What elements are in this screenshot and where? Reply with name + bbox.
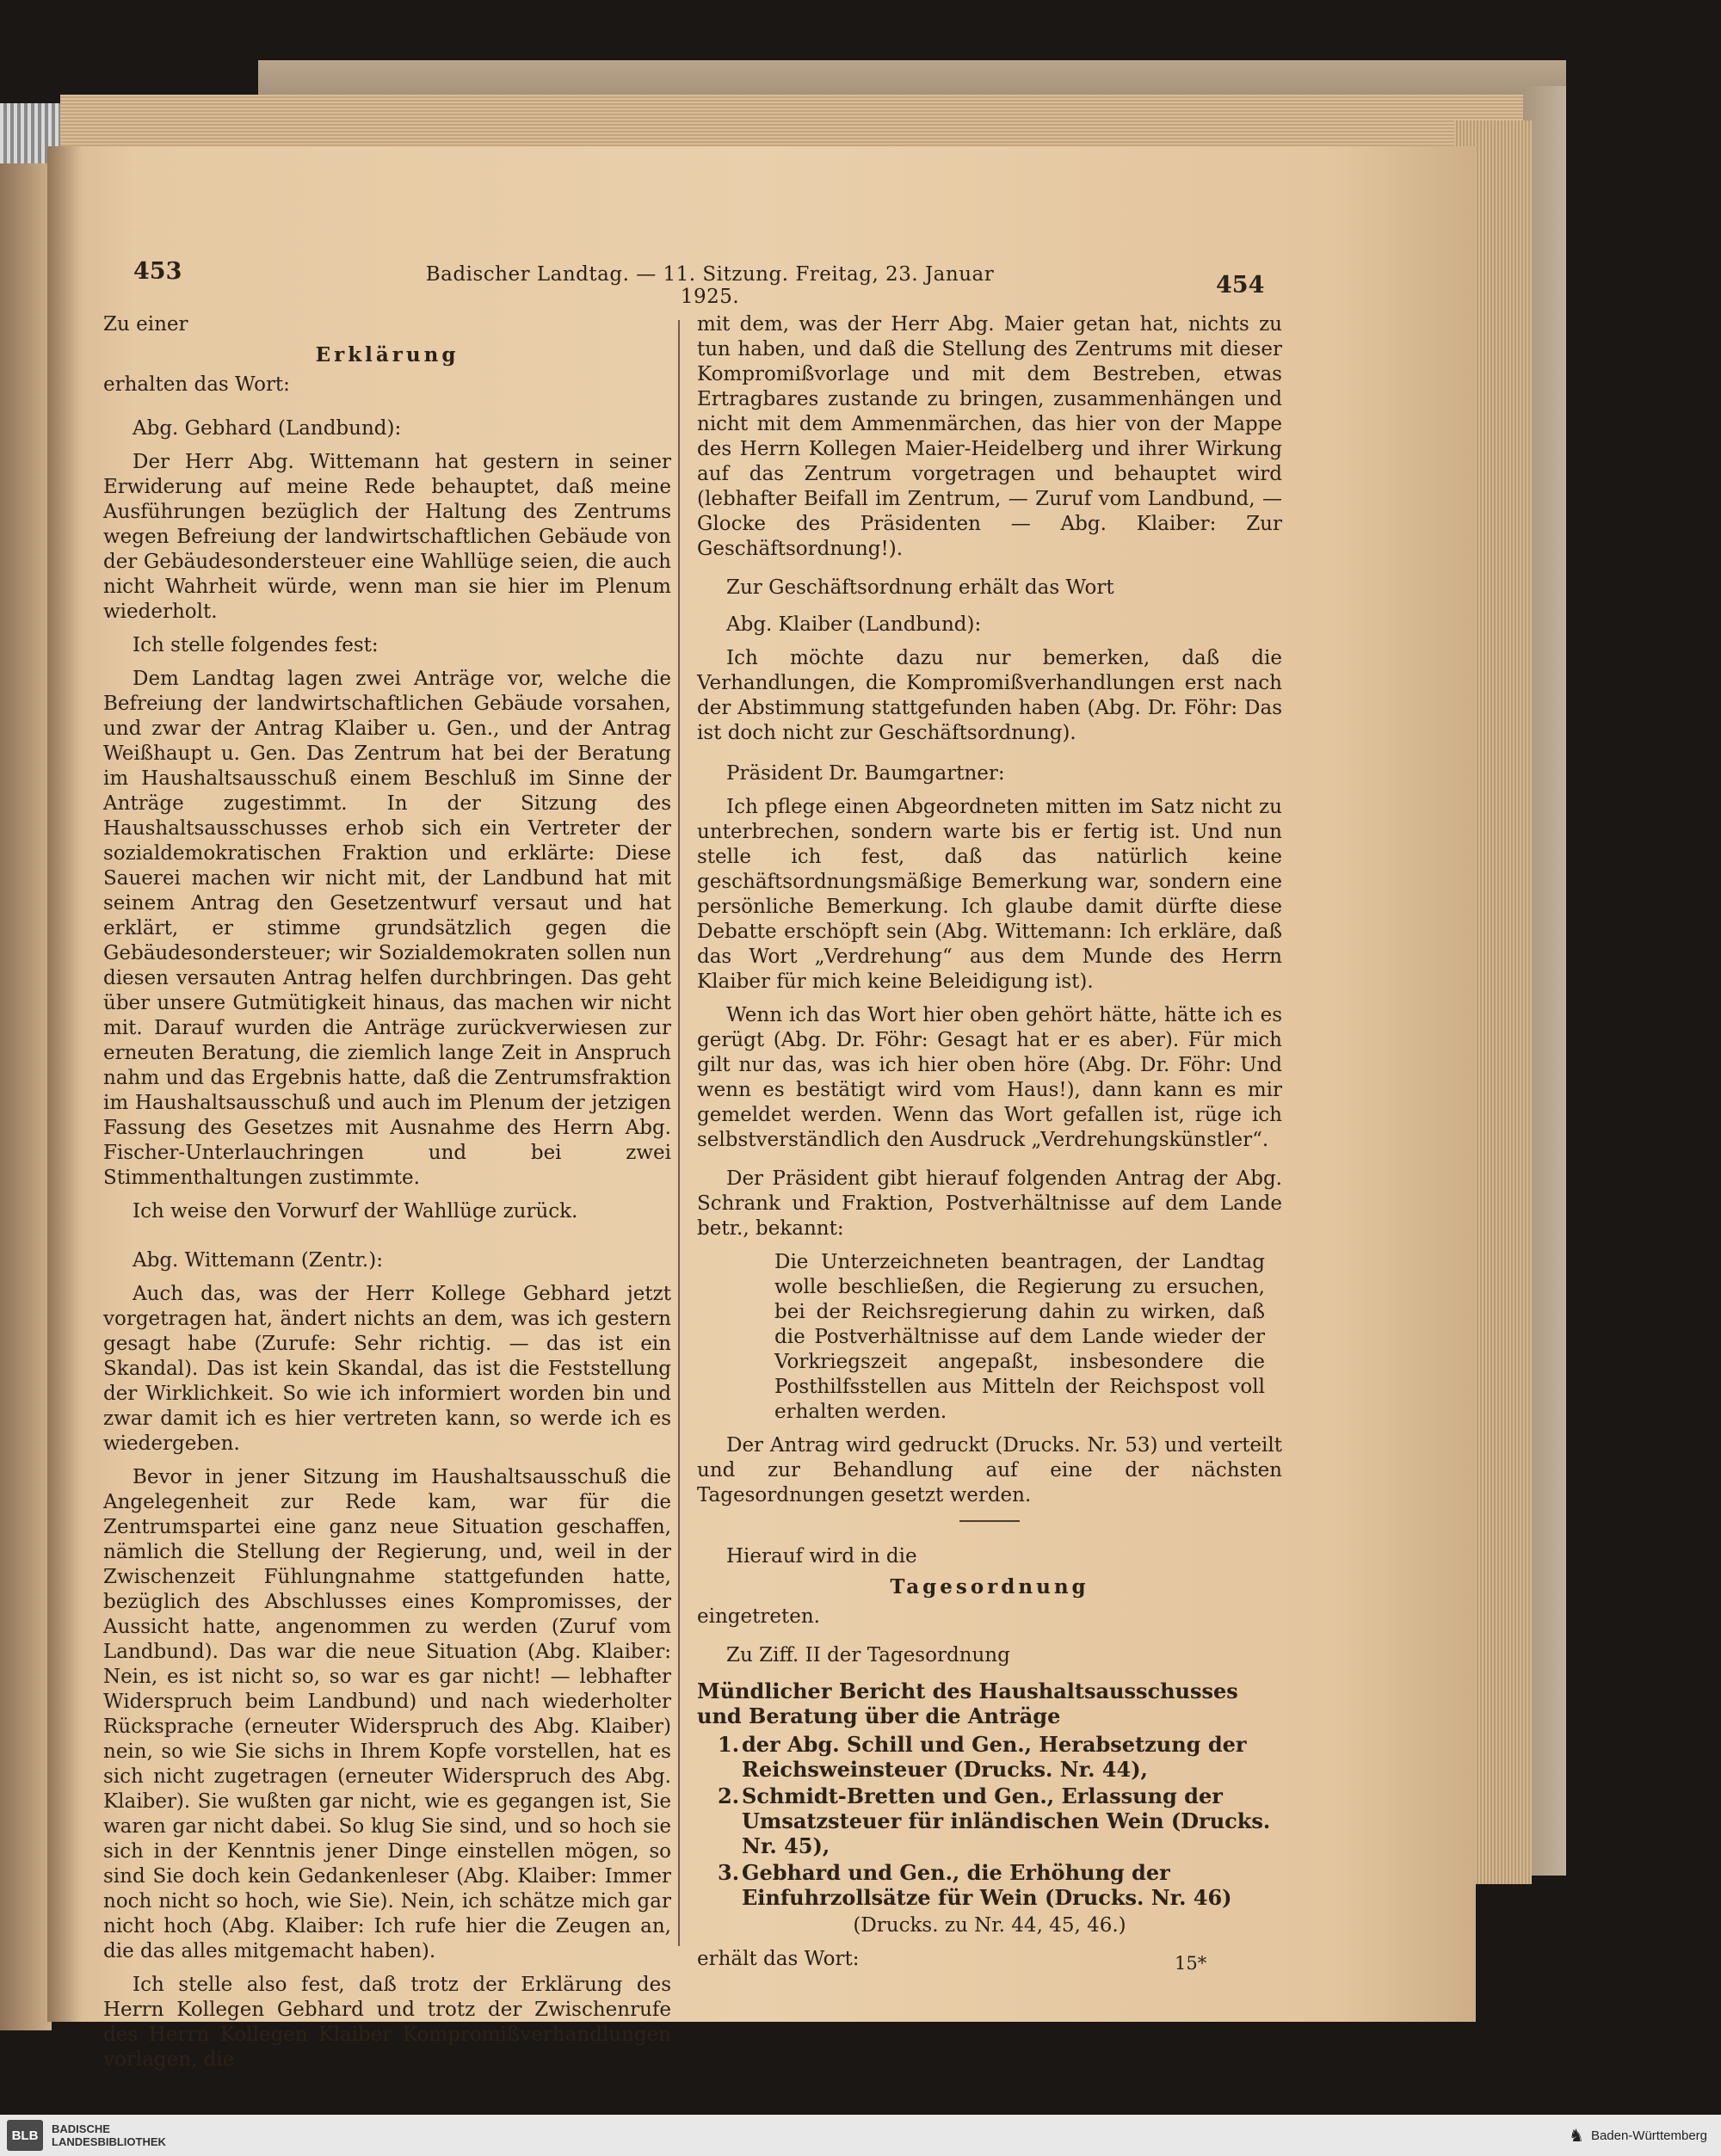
blb-badge: BLB <box>7 2120 43 2151</box>
paragraph: Der Präsident gibt hierauf folgenden Antrag der Abg. Schrank und Fraktion, Postverhältnisse auf dem Lande betr., bekannt: <box>697 1167 1282 1240</box>
paragraph: Der Antrag wird gedruckt (Drucks. Nr. 53) und verteilt und zur Behandlung auf eine der nächsten Tagesordnungen gesetzt werden. <box>697 1434 1282 1506</box>
gutter-shadow <box>47 146 82 2022</box>
report-heading: Mündlicher Bericht des Haushaltsausschusses und Beratung über die Anträge <box>697 1679 1238 1728</box>
motion-text: Gebhard und Gen., die Erhöhung der Einfuhrzollsätze für Wein (Drucks. Nr. 46) <box>742 1860 1232 1910</box>
bw-logo[interactable] <box>1569 2125 1721 2147</box>
paragraph: Ich stelle also fest, daß trotz der Erklärung des Herrn Kollegen Gebhard und trotz der Zwischenrufe des Herrn Kollegen Klaiber Kompromißverhandlungen vorlagen, die <box>103 1974 671 2071</box>
speaker-heading: Abg. Gebhard (Landbund): <box>133 417 402 440</box>
paragraph: Ich möchte dazu nur bemerken, daß die Verhandlungen, die Kompromißverhandlungen erst nach der Abstimmung stattgefunden haben (Abg. Dr. Föhr: Das ist doch nicht zur Geschäftsordnung). <box>697 647 1282 744</box>
blb-name-line: BADISCHE <box>52 2122 110 2135</box>
footer-bar <box>0 2115 1721 2156</box>
paragraph: Dem Landtag lagen zwei Anträge vor, welche die Befreiung der landwirtschaftlichen Gebäude vorsahen, und zwar der Antrag Klaiber u. Gen., und der Antrag Weißhaupt u. Gen. Das Zentrum hat bei der Beratung im Haushaltsausschuß einem Beschluß im Sinne der Anträge zugestimmt. In der Sitzung des Haushaltsausschusses erhob sich ein Vertreter der sozialdemokratischen Fraktion und erklärte: Diese Sauerei machen wir nicht mit, der Landbund hat mit seinem Antrag den Gesetzentwurf versaut und hat erklärt, er stimme grundsätzlich gegen die Gebäudesondersteuer; wir Sozialdemokraten sollen nun diesen versauten Antrag helfen durchbringen. Das geht über unsere Gutmütigkeit hinaus, das machen wir nicht mit. Darauf wurden die Anträge zurückverwiesen zur erneuten Beratung, die ziemlich lange Zeit in Anspruch nahm und das Ergebnis hatte, daß die Zentrumsfraktion im Haushaltsausschuß und auch im Plenum der jetzigen Fassung des Gesetzes mit Ausnahme des Herrn Abg. Fischer-Unterlauchringen und bei zwei Stimmenthaltungen zustimmte. <box>103 668 671 1189</box>
bw-label: Baden-Württemberg <box>1590 2128 1707 2143</box>
paragraph: Ich pflege einen Abgeordneten mitten im Satz nicht zu unterbrechen, sondern warte bis er fertig ist. Und nun stelle ich fest, daß das natürlich keine geschäftsordnungsmäßige Bemerkung war, sondern eine persönliche Bemerkung. Ich glaube damit dürfte diese Debatte erschöpft sein (Abg. Wittemann: Ich erkläre, daß das Wort „Verdrehung“ aus dem Munde des Herrn Klaiber für mich keine Beleidigung ist). <box>697 796 1282 993</box>
motion-number: 2. <box>718 1783 740 1808</box>
blb-name-line: LANDESBIBLIOTHEK <box>52 2135 166 2148</box>
intro-line: erhalten das Wort: <box>103 373 290 396</box>
blb-name <box>52 2122 166 2148</box>
column-divider <box>678 320 680 1946</box>
paragraph: Ich weise den Vorwurf der Wahllüge zurück. <box>133 1200 578 1223</box>
motion-item <box>718 1732 1282 1782</box>
left-page-edge <box>0 155 52 2030</box>
agenda-reference: Zu Ziff. II der Tagesordnung <box>726 1644 1010 1666</box>
paragraph: eingetreten. <box>697 1605 820 1628</box>
motion-text: der Abg. Schill und Gen., Herabsetzung der Reichsweinsteuer (Drucks. Nr. 44), <box>742 1732 1247 1782</box>
intro-line: Zu einer <box>103 313 188 336</box>
motion-quote: Die Unterzeichneten beantragen, der Landtag wolle beschließen, die Regierung zu ersuchen, bei der Reichsregierung dahin zu wirken, daß die Postverhältnisse auf dem Lande wieder der Vorkriegszeit angepaßt, insbesondere die Posthilfsstellen aus Mitteln der Reichspost voll erhalten werden. <box>774 1251 1265 1423</box>
section-title: Erklärung <box>315 343 460 367</box>
coat-of-arms-icon: ♞ <box>1569 2126 1584 2146</box>
drucks-reference: (Drucks. zu Nr. 44, 45, 46.) <box>853 1914 1126 1937</box>
paragraph: Hierauf wird in die <box>726 1545 917 1568</box>
signature-mark: 15* <box>1175 1953 1207 1974</box>
section-rule <box>959 1520 1020 1522</box>
motion-item <box>718 1860 1282 1910</box>
speaker-heading: Präsident Dr. Baumgartner: <box>726 762 1005 785</box>
paragraph: mit dem, was der Herr Abg. Maier getan hat, nichts zu tun haben, und daß die Stellung des Zentrums mit dieser Kompromißvorlage und mit dem Bestreben, etwas Ertragbares zustande zu bringen, zusammenhängen und nicht mit dem Ammenmärchen, das hier von der Mappe des Herrn Kollegen Maier-Heidelberg und ihrer Wirkung auf das Zentrum vorgetragen und behauptet wird (lebhafter Beifall im Zentrum, — Zuruf vom Landbund, — Glocke des Präsidenten — Abg. Klaiber: Zur Geschäftsordnung!). <box>697 313 1282 560</box>
left-page-number: 453 <box>133 258 182 285</box>
right-page-number: 454 <box>1216 272 1265 299</box>
left-column <box>103 312 671 2081</box>
speaker-heading: Abg. Wittemann (Zentr.): <box>133 1249 383 1272</box>
motion-item <box>718 1783 1282 1858</box>
blb-logo[interactable] <box>0 2120 166 2151</box>
motion-text: Schmidt-Bretten und Gen., Erlassung der Umsatzsteuer für inländischen Wein (Drucks. Nr. 45), <box>742 1783 1271 1858</box>
paragraph: Der Herr Abg. Wittemann hat gestern in seiner Erwiderung auf meine Rede behauptet, daß meine Ausführungen bezüglich der Haltung des Zentrums wegen Befreiung der landwirtschaftlichen Gebäude von der Gebäudesondersteuer eine Wahllüge seien, die auch nicht Wahrheit würde, wenn man sie hier im Plenum wiederholt. <box>103 451 671 623</box>
motion-number: 3. <box>718 1860 740 1885</box>
right-column <box>697 312 1282 1980</box>
paragraph: erhält das Wort: <box>697 1948 860 1970</box>
agenda-title: Tagesordnung <box>890 1575 1089 1599</box>
paragraph: Wenn ich das Wort hier oben gehört hätte, hätte ich es gerügt (Abg. Dr. Föhr: Gesagt hat er es aber). Für mich gilt nur das, was ich hier oben höre (Abg. Dr. Föhr: Und wenn es bestätigt wird vom Haus!), dann kann es mir gemeldet werden. Wenn das Wort gefallen ist, rüge ich selbstverständlich den Ausdruck „Verdrehungskünstler“. <box>697 1004 1282 1151</box>
paragraph: Auch das, was der Herr Kollege Gebhard jetzt vorgetragen hat, ändert nichts an dem, was ich gestern gesagt habe (Zurufe: Sehr richtig. — das ist ein Skandal). Das ist kein Skandal, das ist die Feststellung der Wirklichkeit. So wie ich informiert worden bin und zwar damit ich es hier vertreten kann, so werde ich es wiedergeben. <box>103 1283 671 1455</box>
procedure-line: Zur Geschäftsordnung erhält das Wort <box>726 576 1114 599</box>
paragraph: Bevor in jener Sitzung im Haushaltsausschuß die Angelegenheit zur Rede kam, war für die Zentrumspartei eine ganz neue Situation geschaffen, nämlich die Stellung der Regierung, und, weil in der Zwischenzeit Fühlungnahme stattgefunden hatte, bezüglich des Abschlusses eines Kompromisses, der Aussicht hatte, angenommen zu werden (Zuruf vom Landbund). Das war die neue Situation (Abg. Klaiber: Nein, es ist nicht so, so war es gar nicht! — lebhafter Widerspruch beim Landbund) und nach wiederholter Rücksprache (erneuter Widerspruch des Abg. Klaiber) nein, so wie Sie sichs in Ihrem Kopfe vorstellen, hat es sich nicht zugetragen (erneuter Widerspruch des Abg. Klaiber). Sie wußten gar nicht, wie es gegangen ist, Sie waren gar nicht dabei. So klug Sie sind, und so hoch sie sich in der Kenntnis jener Dinge einstellen mögen, so sind Sie doch kein Gedankenleser (Abg. Klaiber: Immer noch nicht so hoch, wie Sie). Nein, ich schätze mich gar nicht hoch (Abg. Klaiber: Ich rufe hier die Zeugen an, die das alles mitgemacht haben). <box>103 1466 671 1962</box>
speaker-heading: Abg. Klaiber (Landbund): <box>726 613 982 636</box>
running-head: Badischer Landtag. — 11. Sitzung. Freitag, 23. Januar 1925. <box>425 263 995 308</box>
motion-number: 1. <box>718 1732 740 1757</box>
paragraph: Ich stelle folgendes fest: <box>133 634 379 656</box>
